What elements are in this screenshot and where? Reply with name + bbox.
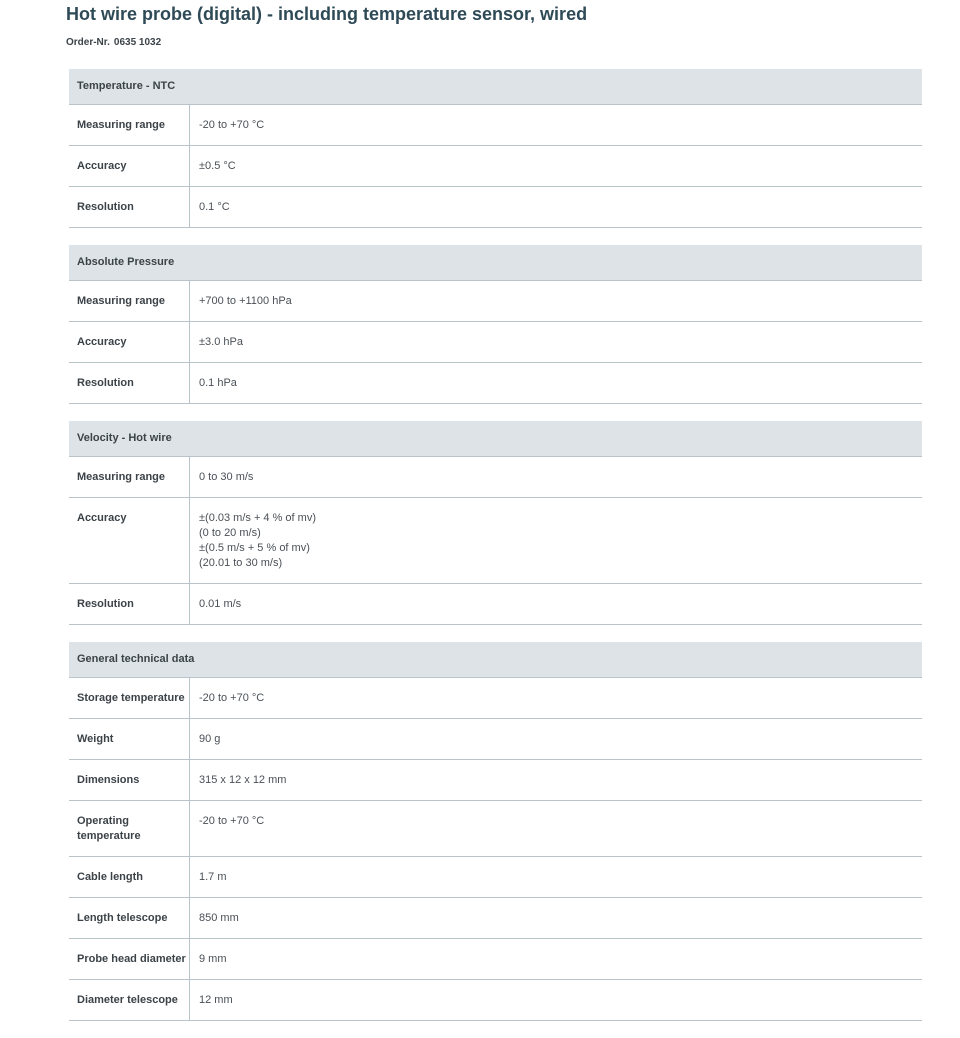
section-header: Temperature - NTC (69, 69, 922, 105)
row-label: Accuracy (69, 498, 190, 583)
row-value: 9 mm (199, 953, 227, 965)
table-row (69, 678, 922, 719)
table-row (69, 146, 922, 187)
row-label: Dimensions (69, 760, 190, 800)
row-label: Measuring range (69, 105, 190, 145)
row-value: 0.1 hPa (199, 377, 237, 389)
order-label: Order-Nr. (66, 37, 110, 48)
row-value: 12 mm (199, 994, 233, 1006)
table-row (69, 457, 922, 498)
row-label: Probe head diameter (69, 939, 190, 979)
row-value: +700 to +1100 hPa (199, 295, 292, 307)
table-row (69, 857, 922, 898)
section-absolute-pressure (69, 245, 922, 404)
row-value: -20 to +70 °C (199, 692, 265, 704)
row-value: -20 to +70 °C (199, 815, 265, 827)
spec-table (69, 69, 922, 1038)
section-header: Velocity - Hot wire (69, 421, 922, 457)
row-label: Diameter telescope (69, 980, 190, 1020)
row-label: Length telescope (69, 898, 190, 938)
row-value: ±3.0 hPa (199, 336, 243, 348)
row-value: 0 to 30 m/s (199, 471, 254, 483)
table-row (69, 281, 922, 322)
row-label: Resolution (69, 187, 190, 227)
row-label: Resolution (69, 584, 190, 624)
row-label: Weight (69, 719, 190, 759)
value-line: ±(0.03 m/s + 4 % of mv) (199, 512, 316, 524)
table-row (69, 898, 922, 939)
table-row (69, 719, 922, 760)
row-value: 315 x 12 x 12 mm (199, 774, 287, 786)
page-title: Hot wire probe (digital) - including temperature sensor, wired (66, 4, 588, 24)
row-label: Measuring range (69, 281, 190, 321)
value-line: ±(0.5 m/s + 5 % of mv) (199, 542, 310, 554)
row-value: 90 g (199, 733, 221, 745)
row-label: Storage temperature (69, 678, 190, 718)
section-header: Absolute Pressure (69, 245, 922, 281)
table-row (69, 801, 922, 857)
table-row (69, 498, 922, 584)
section-header: General technical data (69, 642, 922, 678)
table-row (69, 363, 922, 404)
row-value (190, 498, 316, 583)
order-number (66, 37, 161, 48)
row-label: Accuracy (69, 322, 190, 362)
row-value: ±0.5 °C (199, 160, 236, 172)
row-label: Cable length (69, 857, 190, 897)
table-row (69, 105, 922, 146)
order-value: 0635 1032 (113, 37, 162, 48)
row-value: 0.1 °C (199, 201, 230, 213)
row-value: 1.7 m (199, 871, 227, 883)
section-temperature-ntc (69, 69, 922, 228)
table-row (69, 584, 922, 625)
row-value: -20 to +70 °C (199, 119, 265, 131)
row-value: 0.01 m/s (199, 598, 242, 610)
row-value: 850 mm (199, 912, 239, 924)
section-velocity-hot-wire (69, 421, 922, 625)
row-label: Measuring range (69, 457, 190, 497)
table-row (69, 939, 922, 980)
section-general-technical-data (69, 642, 922, 1021)
row-label: Resolution (69, 363, 190, 403)
row-label: Accuracy (69, 146, 190, 186)
table-row (69, 760, 922, 801)
value-line: (0 to 20 m/s) (199, 527, 261, 539)
row-label: Operating temperature (69, 801, 190, 856)
value-line: (20.01 to 30 m/s) (199, 557, 283, 569)
table-row (69, 980, 922, 1021)
table-row (69, 322, 922, 363)
table-row (69, 187, 922, 228)
